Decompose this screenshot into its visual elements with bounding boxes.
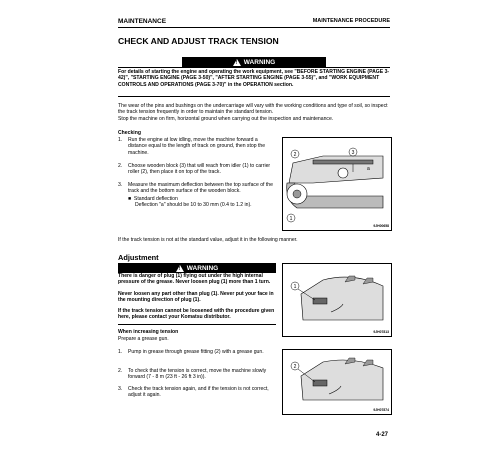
page-number: 4-27 (375, 432, 388, 438)
track-check-illustration (283, 138, 391, 230)
not-standard-note: If the track tension is not at the standard value, adjust it in the following manner. (118, 237, 298, 243)
intro-paragraph (118, 103, 390, 122)
increasing-step-2 (118, 368, 276, 381)
plug-illustration (283, 264, 391, 336)
figure-track-tension-check (282, 137, 392, 231)
svg-text:2: 2 (293, 364, 297, 370)
step-number: 1. (118, 137, 123, 143)
step-text: Choose wooden block (3) that will reach from idler (1) to carrier roller (2), then place it on top of the track. (128, 163, 271, 176)
svg-text:1: 1 (289, 216, 293, 222)
bullet-text: Standard deflection (133, 195, 178, 202)
adjustment-warning-1: There is danger of plug (1) flying out under the high internal pressure of the grease. Never loosen plug (1) more than 1 turn. (118, 273, 271, 286)
header-rule (118, 27, 390, 28)
step-text: Run the engine at low idling, move the machine forward a distance equal to the length of track on ground, then stop the machine. (128, 137, 266, 156)
chapter-header: MAINTENANCE PROCEDURE (312, 18, 390, 24)
step-text: Measure the maximum deflection between the top surface of the track and the bottom surface of the wooden block. (128, 182, 273, 195)
figure-grease-fitting (282, 349, 392, 415)
increasing-prep: Prepare a grease gun. (118, 336, 169, 342)
deflection-spec: Deflection "a" should be 10 to 30 mm (0.4 to 1.2 in). (135, 201, 252, 208)
adjustment-warning-2: Never loosen any part other than plug (1). Never put your face in the mounting direction of plug (1). (118, 290, 274, 303)
step-number: 2. (118, 368, 123, 374)
step-number: 3. (118, 182, 123, 188)
step-number: 2. (118, 163, 123, 169)
step-number: 1. (118, 349, 123, 355)
checking-step-2 (118, 163, 276, 176)
figure-code: 9JH07874 (373, 408, 389, 412)
adjustment-warning-3: If the track tension cannot be loosened with the procedure given here, please contact your Komatsu distributor. (118, 308, 275, 321)
checking-step-1 (118, 137, 276, 156)
page-title: CHECK AND ADJUST TRACK TENSION (118, 36, 279, 46)
increasing-step-1 (118, 349, 276, 355)
svg-text:a: a (367, 166, 370, 172)
warning-text: For details of starting the engine and operating the work equipment, see "BEFORE STARTING ENGINE (PAGE 3-42)", "STARTING ENGINE (PAGE 3-50)", "AFTER STARTING ENGINE (PAGE 3-55)", and "WORK EQUIPMENT CONTROLS AND OPERATIONS (PAGE 3-70)" in the OPERATION section. (118, 69, 390, 88)
warning-triangle-icon (176, 265, 184, 272)
adjustment-heading: Adjustment (118, 253, 159, 262)
checking-heading: Checking (118, 130, 141, 136)
warning-banner (182, 57, 326, 67)
svg-text:3: 3 (351, 150, 355, 156)
bullet-icon: ■ (128, 195, 134, 202)
adjustment-warning-banner (118, 263, 276, 273)
svg-text:1: 1 (293, 284, 297, 290)
svg-text:2: 2 (293, 152, 297, 158)
warning-triangle-icon (233, 59, 241, 66)
warning-label: WARNING (186, 264, 219, 272)
step-text: Pump in grease through grease fitting (2) with a grease gun. (128, 349, 264, 355)
checking-step-3 (118, 182, 276, 208)
step-number: 3. (118, 386, 123, 392)
step-text: To check that the tension is correct, move the machine slowly forward (7 - 8 m (23 ft - 26 ft 3 in)). (128, 368, 267, 381)
increasing-heading: When increasing tension (118, 329, 179, 335)
increasing-step-3 (118, 386, 276, 399)
adjustment-warning-box (118, 273, 276, 325)
figure-code: 9JH07813 (373, 330, 389, 334)
figure-code: 9JH00658 (373, 224, 389, 228)
figure-plug-location (282, 263, 392, 337)
intro-line-1: The wear of the pins and bushings on the undercarriage will vary with the working conditions and type of soil, so inspect the track tension frequently in order to maintain the standard tension. (118, 103, 388, 116)
warning-label: WARNING (243, 58, 276, 66)
intro-line-2: Stop the machine on firm, horizontal ground when carrying out the inspection and maintenance. (118, 115, 334, 122)
section-header: MAINTENANCE (118, 18, 167, 25)
step-text: Check the track tension again, and if the tension is not correct, adjust it again. (128, 386, 269, 399)
grease-fitting-illustration (283, 350, 391, 414)
warning-box (118, 67, 390, 97)
